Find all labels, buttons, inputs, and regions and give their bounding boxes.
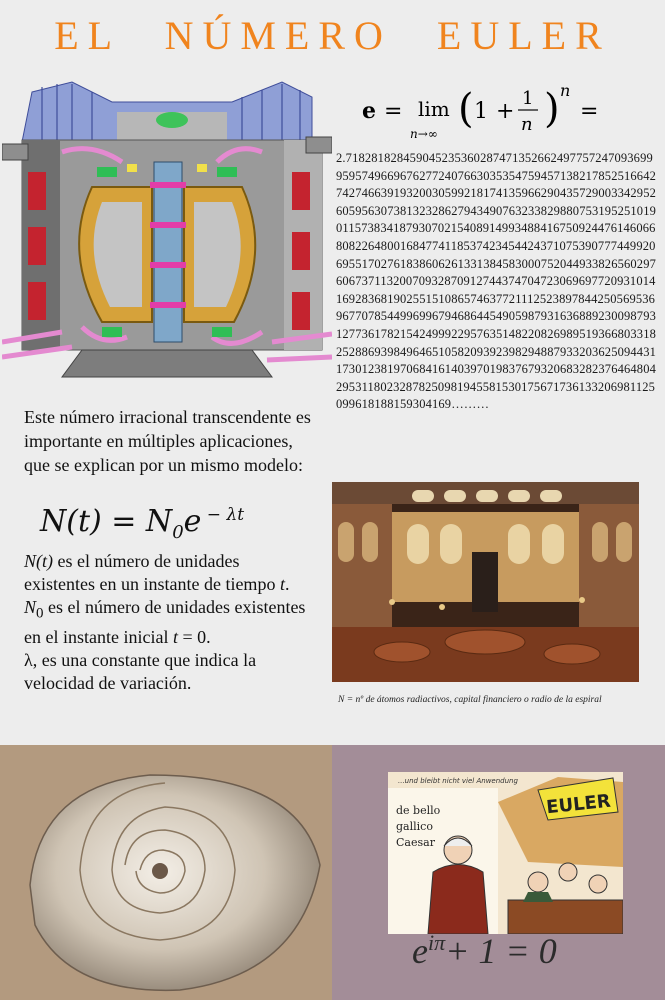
cartoon-board-line-1: de bello <box>396 804 441 817</box>
formula-lim-subscript: n→∞ <box>410 127 438 141</box>
formula-plus: + <box>496 99 515 124</box>
cartoon-board-line-2: gallico <box>396 820 433 833</box>
cartoon-board-line-3: Caesar <box>396 836 435 849</box>
definition-lambda: λ, es una constante que indica la velocidad de variación. <box>24 649 257 693</box>
euler-digits: 2.71828182845904523536028747135266249775724709369995957496696762772407663035354759457138217852516642742746639193200305992181741359662904357290033429526059563073813232862794349076323382988075319525101901157383418793070215408914993488416750924476146066808226480016847741185374234544243710753907774499206955170276183860626133138458300075204493382656029760673711320070932870912744374704723069697720931014169283681902551510865746377211125238978442505695369677078544996996794686445490598793163688923009879312773617821542499922957635148220826989519366803318252886939849646510582093923982948879332036250944311730123819706841614039701983767932068328237646480429531180232878250981945581530175671736133206981125099618188159304169……… <box>336 151 656 412</box>
formula-lim: lim <box>418 97 450 121</box>
formula-one: 1 <box>474 99 488 124</box>
intro-paragraph: Este número irracional transcendente es importante en múltiples aplicaciones, que se explican por un mismo modelo: <box>24 407 311 475</box>
stock-exchange-hall-photo <box>332 482 639 682</box>
svg-text:): ) <box>544 86 560 132</box>
definition-n-t: N(t) es el número de unidades existentes en un instante de tiempo t. <box>24 551 290 594</box>
definition-n-0: $N_0$ es el número de unidades existentes en el instante inicial t = 0. <box>24 597 306 647</box>
decay-model-formula <box>40 504 310 543</box>
formula-e-symbol: e <box>362 98 376 124</box>
svg-text:(: ( <box>458 86 474 132</box>
formula-equals: = <box>384 99 403 124</box>
limit-formula <box>360 80 660 146</box>
cartoon-euler-banner: EULER <box>545 790 612 819</box>
identity-rest: + 1 = 0 <box>445 931 557 971</box>
identity-base: e <box>412 931 428 971</box>
image-caption: N = nº de átomos radiactivos, capital financiero o radio de la espiral <box>338 695 602 705</box>
euler-identity <box>412 930 612 972</box>
identity-exponent: iπ <box>427 930 446 955</box>
model-lhs: N(t) = N <box>40 504 173 539</box>
cartoon-header-text: ...und bleibt nicht viel Anwendung <box>398 777 518 785</box>
model-exponent: − λt <box>201 505 245 525</box>
model-base: e <box>183 504 202 539</box>
definitions <box>24 550 314 695</box>
nautilus-shell-photo <box>0 745 332 1000</box>
formula-trailing-equals: = <box>580 99 599 124</box>
euler-cartoon-illustration <box>388 772 623 934</box>
formula-exponent: n <box>560 81 571 100</box>
tokamak-reactor-illustration <box>2 72 332 384</box>
page-title: EL NÚMERO EULER <box>54 13 611 58</box>
formula-frac-den: n <box>521 114 533 135</box>
model-subscript: 0 <box>172 522 184 543</box>
formula-frac-num: 1 <box>522 88 534 109</box>
